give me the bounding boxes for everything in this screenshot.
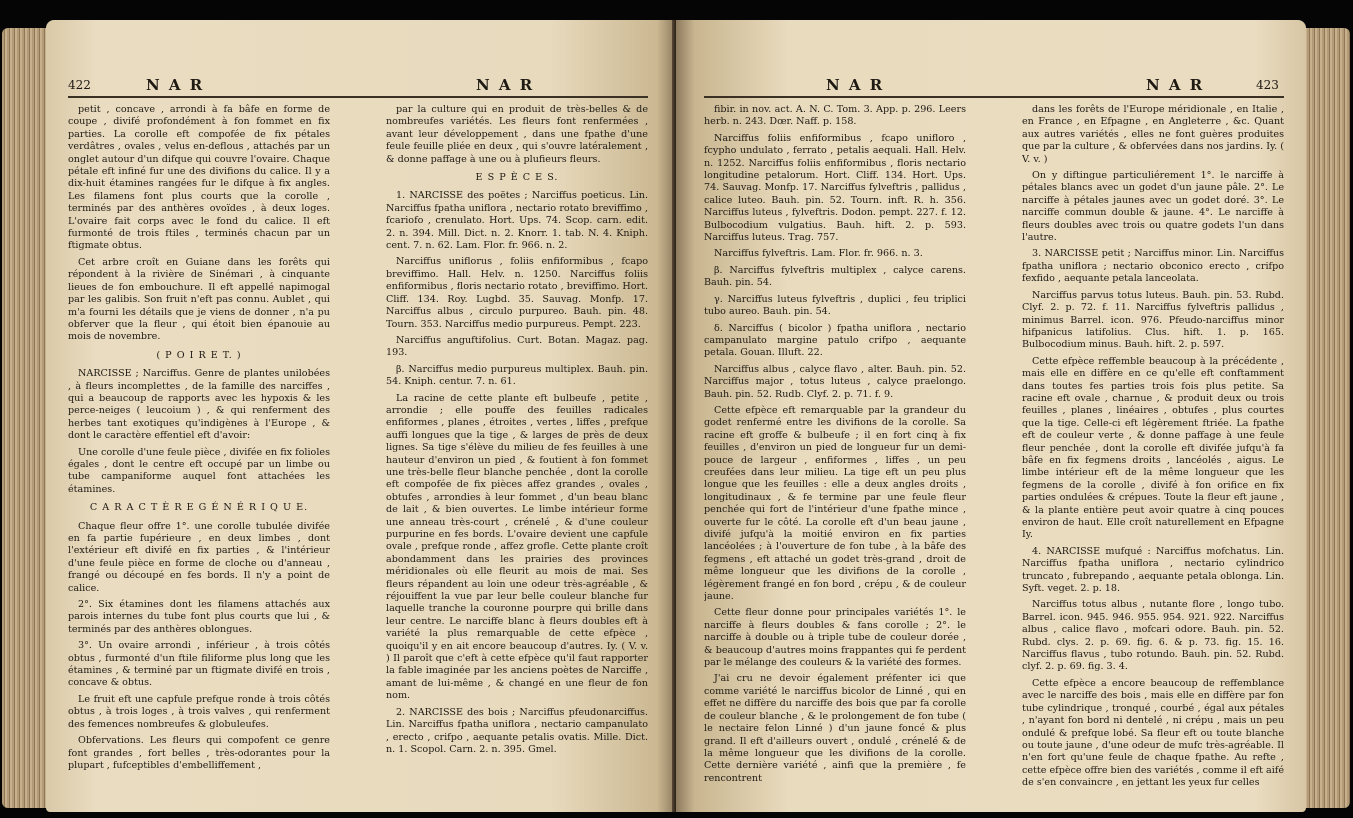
paragraph: Obfervations. Les fleurs qui compofent ce genre font grandes , fort belles , très-odorantes pour la plupart , fufceptibles d'embelliffement , [68,735,330,771]
right-page [676,20,1306,812]
paragraph: β. Narciffus medio purpureus multiplex. Bauh. pin. 54. Kniph. centur. 7. n. 61. [386,363,648,388]
paragraph: 4. NARCISSE mufqué : Narciffus mofchatus. Lin. Narciffus fpatha uniflora , nectario cylindrico truncato , fubrepando , aequante petala oblonga. Lin. Syft. veget. 2. p. 18. [1022,545,1284,595]
paragraph: ( P O I R E T. ) [156,349,242,361]
paragraph: Cette efpèce eft remarquable par la grandeur du godet renfermé entre les divifions de la corolle. Sa racine eft groffe & bulbeufe ; il en fort cinq à fix feuilles , d'environ un pied de longueur fur un demi-pouce de largeur , enfiformes , liffes , un peu creufées dans leur milieu. La tige eft un peu plus longue que les feuilles : elle a deux angles droits , longitudinaux , & fe termine par une feule fleur penchée qui fort de l'intérieur d'une fpathe mince , ouverte fur le côté. La corolle eft d'un beau jaune , divifé jufqu'à la moitié environ en fix parties lancéolées ; à l'ouverture de fon tube , à la bâfe des fegmens , eft attaché un godet très-grand , droit de même longueur que les divifions de la corolle , légèrement frangé en fon bord , crépu , & de couleur jaune. [704,404,966,603]
paragraph: C A R A C T È R E G É N É R I Q U E. [89,502,309,514]
paragraph: 3. NARCISSE petit ; Narciffus minor. Lin. Narciffus fpatha uniflora ; nectario obconico erecto , crifpo fexfido , aequante petala lanceolata. [1022,248,1284,285]
header-rule-left [68,96,648,98]
paragraph: On y diftingue particuliérement 1°. le narciffe à pétales blancs avec un godet d'un jaune pâle. 2°. Le narciffe à pétales jaunes avec un godet doré. 3°. Le narciffe commun double & jaune. 4°. Le narciffe à fleurs doubles avec trois ou quatre godets l'un dans l'autre. [1022,170,1284,244]
paragraph: dans les forêts de l'Europe méridionale , en Italie , en France , en Efpagne , en Angleterre , &c. Quant aux autres variétés , elles ne font guères produites que par la culture , & obfervées dans nos jardins. Iy. ( V. v. ) [1022,104,1284,165]
left-column-2 [386,104,648,804]
paragraph: par la culture qui en produit de très-belles & de nombreufes variétés. Les fleurs font renfermées , avant leur développement , dans une fpathe d'une feule feuille pliée en deux , qui s'ouvre latéralement , & donne paffage à une ou à plufieurs fleurs. [386,104,648,165]
paragraph: E S P È C E S. [475,172,559,184]
paragraph: Le fruit eft une capfule prefque ronde à trois côtés obtus , à trois loges , à trois valves , qui renferment des femences nombreufes & globuleufes. [68,693,330,730]
right-column-1 [704,104,966,804]
paragraph: Narciffus uniflorus , foliis enfiformibus , fcapo breviffimo. Hall. Helv. n. 1250. Narciffus foliis enfiformibus , floris nectario rotato , breviffimo. Hort. Cliff. 134. Roy. Lugbd. 35. Sauvag. Monfp. 17. Narciffus albus , circulo purpureo. Bauh. pin. 48. Tourn. 353. Narciffus medio purpureus. Pempt. 223. [386,256,648,330]
paragraph: Cette efpèce reffemble beaucoup à la précédente , mais elle en diffère en ce qu'elle eft conftamment dans toutes fes parties trois fois plus petite. Sa racine eft ovale , charnue , & produit deux ou trois feuilles , planes , linéaires , obtufes , plus courtes que la tige. Celle-ci eft légèrement ftriée. La fpathe eft de couleur verte , & donne paffage à une feule fleur penchée , dont la corolle eft divifée jufqu'à fa bâfe en fix fegmens droits , lancéolés , aigus. Le limbe intérieur eft de la même longueur que les fegmens de la corolle , divifé à fon orifice en fix parties ondulées & crépues. Toute la fleur eft jaune , & la plante entière peut avoir quatre à cinq pouces environ de haut. Elle croît naturellement en Efpagne Iy. [1022,355,1284,541]
left-page [46,20,676,812]
paragraph: Une corolle d'une feule pièce , divifée en fix folioles égales , dont le centre eft occupé par un limbe ou tube campaniforme auquel font attachées les étamines. [68,446,330,495]
running-head-left-col1: N A R [146,76,205,94]
paragraph: Narciffus foliis enfiformibus , fcapo unifloro , fcypho undulato , ferrato , petalis aequali. Hall. Helv. n. 1252. Narciffus foliis enfiformibus , floris nectario longitudine petalorum. Hort. Cliff. 134. Hort. Ups. 74. Sauvag. Monfp. 17. Narciffus fylveftris , pallidus , calice luteo. Bauh. pin. 52. Tourn. inft. R. h. 356. Narciffus luteus , fylveftris. Dodon. pempt. 227. f. 12. Bulbocodium vulgatius. Bauh. hift. 2. p. 593. Narciffus luteus. Trag. 757. [704,132,966,244]
running-head-right-col2: N A R [1146,76,1205,94]
paragraph: Narciffus totus albus , nutante flore , longo tubo. Barrel. icon. 945. 946. 955. 954. 921. 922. Narciffus albus , calice flavo , mofcari odore. Bauh. pin. 52. Rubd. clys. 2. p. 69. fig. 6. & p. 73. fig. 15. 16. Narciffus flavus , tubo rotundo. Bauh. pin. 52. Rubd. clyf. 2. p. 69. fig. 3. 4. [1022,599,1284,673]
running-head-right-col1: N A R [826,76,885,94]
paragraph: fibir. in nov. act. A. N. C. Tom. 3. App. p. 296. Leers herb. n. 243. Dœr. Naff. p. 158. [704,104,966,128]
paragraph: J'ai cru ne devoir également préfenter ici que comme variété le narciffus bicolor de Linné , qui en effet ne diffère du narciffe des bois que par fa corolle de couleur blanche , & le prolongement de fon tube ( le nectaire felon Linné ) d'un jaune foncé & plus grand. Il eft d'ailleurs ouvert , ondulé , crénelé & de la même longueur que les divifions de la corolle. Cette dernière variété , ainfi que la première , fe rencontrent [704,673,966,784]
running-head-left-col2: N A R [476,76,535,94]
right-column-2 [1022,104,1284,804]
paragraph: Narciffus albus , calyce flavo , alter. Bauh. pin. 52. Narciffus major , totus luteus , calyce praelongo. Bauh. pin. 52. Rudb. Clyf. 2. p. 71. f. 9. [704,363,966,400]
paragraph: Chaque fleur offre 1°. une corolle tubulée divifée en fa partie fupérieure , en deux limbes , dont l'extérieur eft divifé en fix parties , & l'intérieur d'une feule pièce en forme de cloche ou d'anneau , frangé ou découpé en fes bords. Il n'y a point de calice. [68,520,330,594]
right-page-stack [1302,28,1350,808]
paragraph: Narciffus anguftifolius. Curt. Botan. Magaz. pag. 193. [386,334,648,359]
paragraph: Narciffus fylveftris. Lam. Flor. fr. 966. n. 3. [714,248,923,260]
paragraph: γ. Narciffus luteus fylveftris , duplici , feu triplici tubo aureo. Bauh. pin. 54. [704,293,966,318]
paragraph: Cet arbre croît en Guiane dans les forêts qui répondent à la rivière de Sinémari , à cinquante lieues de fon embouchure. Il eft appellé napimogal par les galibis. Son fruit n'eft pas connu. Aublet , qui m'a fourni les détails que je viens de donner , n'a pu obferver que la fleur , qui étoit bien épanouie au mois de novembre. [68,256,330,343]
left-column-1 [68,104,330,804]
paragraph: 3°. Un ovaire arrondi , inférieur , à trois côtés obtus , furmonté d'un ftile filiforme plus long que les étamines , & terminé par un ftigmate divifé en trois , concave & obtus. [68,640,330,689]
paragraph: 1. NARCISSE des poëtes ; Narciffus poeticus. Lin. Narciffus fpatha uniflora , nectario rotato breviffimo , fcariofo , crenulato. Hort. Ups. 74. Scop. carn. edit. 2. n. 394. Mill. Dict. n. 2. Knorr. 1. tab. N. 4. Kniph. cent. 7. n. 62. Lam. Flor. fr. 966. n. 2. [386,190,648,252]
page-number-left: 422 [68,78,91,92]
paragraph: Narciffus parvus totus luteus. Bauh. pin. 53. Rubd. Clyf. 2. p. 72. f. 11. Narciffus fylveftris pallidus , minimus Barrel. icon. 976. Pfeudo-narciffus minor hifpanicus latifolius. Clus. hift. 1. p. 165. Bulbocodium minus. Bauh. hift. 2. p. 597. [1022,289,1284,351]
paragraph: La racine de cette plante eft bulbeufe , petite , arrondie ; elle pouffe des feuilles radicales enfiformes , planes , étroites , vertes , liffes , prefque auffi longues que la tige , & larges de près de deux lignes. Sa tige s'élève du milieu de fes feuilles à une hauteur d'environ un pied , & foutient à fon fommet une très-belle fleur blanche penchée , dont la corolle eft compofée de fix pièces affez grandes , ovales , obtufes , arrondies à leur fommet , d'un beau blanc de lait , & bien ouvertes. Le limbe intérieur forme une anneau très-court , crénelé , & d'une couleur purpurine en fes bords. L'ovaire devient une capfule ovale , prefque ronde , affez grofle. Cette plante croît abondamment dans les prairies des provinces méridionales où elle fleurit au mois de mai. Ses fleurs répandent au loin une odeur très-agréable , & réjouiffent la vue par leur belle couleur blanche fur laquelle tranche la couronne pourpre qui brille dans leur centre. Le narciffe blanc à fleurs doubles eft à variété la plus remarquable de cette efpèce , quoiqu'il y en ait encore beaucoup d'autres. Iy. ( V. v. ) Il paroît que c'eft à cette efpèce qu'il faut rapporter la fable imaginée par les anciens poètes de Narciffe , amant de lui-même , & changé en une fleur de fon nom. [386,392,648,702]
paragraph: Cette efpèce a encore beaucoup de reffemblance avec le narciffe des bois , mais elle en diffère par fon tube cylindrique , tronqué , courbé , égal aux pétales , n'ayant fon bord ni dentelé , ni crépu , mais un peu ondulé & prefque lobé. Sa fleur eft ou toute blanche ou toute jaune , d'une odeur de mufc très-agréable. Il n'en fort qu'une feule de chaque fpathe. Au refte , cette efpèce offre bien des variétés , comme il eft aifé de s'en convaincre , en jettant les yeux fur celles [1022,677,1284,789]
paragraph: δ. Narciffus ( bicolor ) fpatha uniflora , nectario campanulato margine patulo crifpo , aequante petala. Gouan. Illuft. 22. [704,322,966,359]
page-number-right: 423 [1256,78,1279,92]
paragraph: petit , concave , arrondi à fa bâfe en forme de coupe , divifé profondément à fon fommet en fix parties. La corolle eft compofée de fix pétales verdâtres , ovales , velus en-deflous , attachés par un onglet autour d'un difque qui couvre l'ovaire. Chaque pétale eft infiné fur une des divifions du calice. Il y a dix-huit étamines rangées fur le difque à fix angles. Les filamens font plus courts que la corolle , terminés par des anthères ovoïdes , à deux loges. L'ovaire fait corps avec le fond du calice. Il eft furmonté de trois ftiles , terminés chacun par un ftigmate obtus. [68,104,330,252]
paragraph: Cette fleur donne pour principales variétés 1°. le narciffe à fleurs doubles & fans corolle ; 2°. le narciffe à double ou à triple tube de couleur dorée , & beaucoup d'autres moins frappantes qui fe perdent par le mélange des couleurs & la variété des formes. [704,607,966,669]
paragraph: β. Narciffus fylveftris multiplex , calyce carens. Bauh. pin. 54. [704,264,966,289]
paragraph: 2°. Six étamines dont les filamens attachés aux parois internes du tube font plus courts que lui , & terminés par des anthères oblongues. [68,599,330,635]
paragraph: NARCISSE ; Narciffus. Genre de plantes unilobées , à fleurs incomplettes , de la famille des narciffes , qui a beaucoup de rapports avec les hypoxis & les perce-neiges ( leucoium ) , & qui renferment des herbes tant exotiques qu'indigènes à l'Europe , & dont le caractère effentiel eft d'avoir: [68,368,330,442]
paragraph: 2. NARCISSE des bois ; Narciffus pfeudonarciffus. Lin. Narciffus fpatha uniflora , nectario campanulato , erecto , crifpo , aequante petalis ovatis. Mille. Dict. n. 1. Scopol. Carn. 2. n. 395. Gmel. [386,706,648,755]
header-rule-right [704,96,1284,98]
